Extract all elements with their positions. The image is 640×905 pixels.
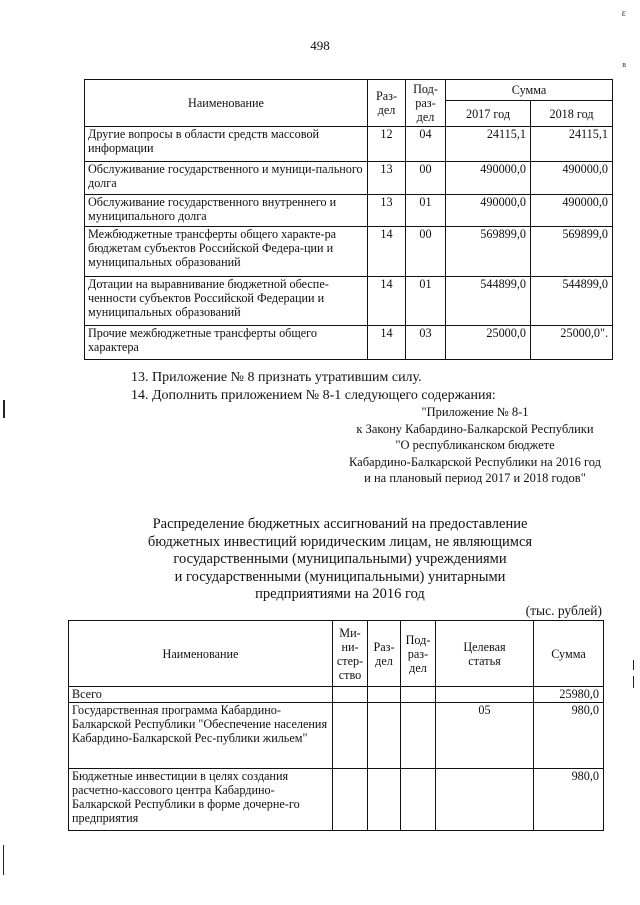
row-name: Межбюджетные трансферты общего характе-ра бюджетам субъектов Российской Федера-ции и муниципальных образований	[85, 227, 368, 277]
row-podrazdel	[401, 703, 436, 769]
appendix-caption	[320, 404, 630, 487]
appendix-line: к Закону Кабардино-Балкарской Республики	[356, 421, 594, 436]
appendix-line: "Приложение № 8-1	[421, 405, 529, 419]
heading-line: предприятиями на 2016 год	[255, 586, 425, 602]
margin-tick-left	[3, 400, 5, 418]
investments-table-2016	[68, 620, 604, 831]
heading-line: Распределение бюджетных ассигнований на предоставление	[152, 516, 528, 532]
row-razdel: 13	[368, 162, 406, 195]
row-2017: 569899,0	[446, 227, 531, 277]
row-podrazdel	[401, 769, 436, 831]
row-razdel: 12	[368, 127, 406, 162]
row-summa: 980,0	[534, 703, 604, 769]
table-row	[85, 127, 613, 162]
row-name: Другие вопросы в области средств массовой информации	[85, 127, 368, 162]
row-podrazdel: 03	[406, 326, 446, 360]
appendix-line: Кабардино-Балкарской Республики на 2016 год	[348, 454, 602, 469]
row-name: Прочие межбюджетные трансферты общего характера	[85, 326, 368, 360]
header-podrazdel: Под- раз- дел	[401, 621, 436, 687]
section-heading	[70, 516, 610, 604]
row-name: Государственная программа Кабардино-Балкарской Республики "Обеспечение населения Кабардино-Балкарской Рес-публики жильем"	[69, 703, 333, 769]
row-podrazdel: 00	[406, 227, 446, 277]
units-label: (тыс. рублей)	[525, 603, 602, 618]
header-podrazdel: Под- раз- дел	[406, 80, 446, 127]
table-row	[69, 769, 604, 831]
row-2018: 544899,0	[531, 277, 613, 326]
header-ministry: Ми- ни- стер- ство	[333, 621, 368, 687]
row-2017: 490000,0	[446, 195, 531, 227]
row-razdel: 14	[368, 326, 406, 360]
row-razdel	[368, 687, 401, 703]
row-podrazdel	[401, 687, 436, 703]
corner-mark-small: в	[622, 60, 626, 69]
table-row	[85, 326, 613, 360]
row-razdel	[368, 703, 401, 769]
table-row	[85, 162, 613, 195]
row-2017: 25000,0	[446, 326, 531, 360]
margin-tick-right	[633, 660, 634, 670]
header-summa: Сумма	[534, 621, 604, 687]
row-name: Дотации на выравнивание бюджетной обеспе-ченности субъектов Российской Федерации и муниципальных образований	[85, 277, 368, 326]
table-row	[85, 195, 613, 227]
row-summa: 25980,0	[534, 687, 604, 703]
row-podrazdel: 04	[406, 127, 446, 162]
corner-mark: ε	[621, 8, 626, 19]
row-razdel	[368, 769, 401, 831]
row-article	[436, 769, 534, 831]
table-row	[69, 703, 604, 769]
appendix-line: "О республиканском бюджете	[395, 438, 555, 452]
row-name: Обслуживание государственного внутреннего и муниципального долга	[85, 195, 368, 227]
row-2017: 24115,1	[446, 127, 531, 162]
row-ministry	[333, 703, 368, 769]
appendix-line: и на плановый период 2017 и 2018 годов"	[364, 471, 586, 485]
row-2018: 25000,0".	[531, 326, 613, 360]
header-razdel: Раз- дел	[368, 621, 401, 687]
header-razdel: Раз- дел	[368, 80, 406, 127]
row-razdel: 14	[368, 277, 406, 326]
heading-line: бюджетных инвестиций юридическим лицам, не являющимся	[147, 533, 533, 550]
heading-line: государственными (муниципальными) учреждениями	[173, 551, 507, 567]
header-article: Целевая статья	[436, 621, 534, 687]
header-year-2017: 2017 год	[446, 101, 531, 127]
row-name: Бюджетные инвестиции в целях создания расчетно-кассового центра Кабардино-Балкарской Республики в форме дочерне-го предприятия	[69, 769, 333, 831]
table-row	[69, 687, 604, 703]
row-2017: 544899,0	[446, 277, 531, 326]
budget-table-2017-2018	[84, 79, 613, 360]
row-summa: 980,0	[534, 769, 604, 831]
table-row	[85, 277, 613, 326]
header-summa: Сумма	[446, 80, 613, 101]
row-2017: 490000,0	[446, 162, 531, 195]
row-ministry	[333, 769, 368, 831]
row-2018: 490000,0	[531, 195, 613, 227]
header-year-2018: 2018 год	[531, 101, 613, 127]
page-number: 498	[310, 38, 330, 53]
row-article	[436, 687, 534, 703]
margin-tick-right-2	[633, 676, 634, 688]
row-article: 05	[436, 703, 534, 769]
table-row	[85, 227, 613, 277]
heading-line: и государственными (муниципальными) унитарными	[174, 568, 506, 585]
row-name: Обслуживание государственного и муници-пального долга	[85, 162, 368, 195]
row-ministry	[333, 687, 368, 703]
row-podrazdel: 00	[406, 162, 446, 195]
row-razdel: 14	[368, 227, 406, 277]
row-razdel: 13	[368, 195, 406, 227]
row-name: Всего	[69, 687, 333, 703]
margin-tick-left-bottom	[3, 845, 4, 875]
header-name: Наименование	[85, 80, 368, 127]
row-podrazdel: 01	[406, 277, 446, 326]
header-name: Наименование	[69, 621, 333, 687]
row-podrazdel: 01	[406, 195, 446, 227]
paragraph-14: 14. Дополнить приложением № 8-1 следующего содержания:	[131, 388, 496, 403]
row-2018: 490000,0	[531, 162, 613, 195]
row-2018: 569899,0	[531, 227, 613, 277]
paragraph-13: 13. Приложение № 8 признать утратившим силу.	[131, 370, 422, 385]
row-2018: 24115,1	[531, 127, 613, 162]
